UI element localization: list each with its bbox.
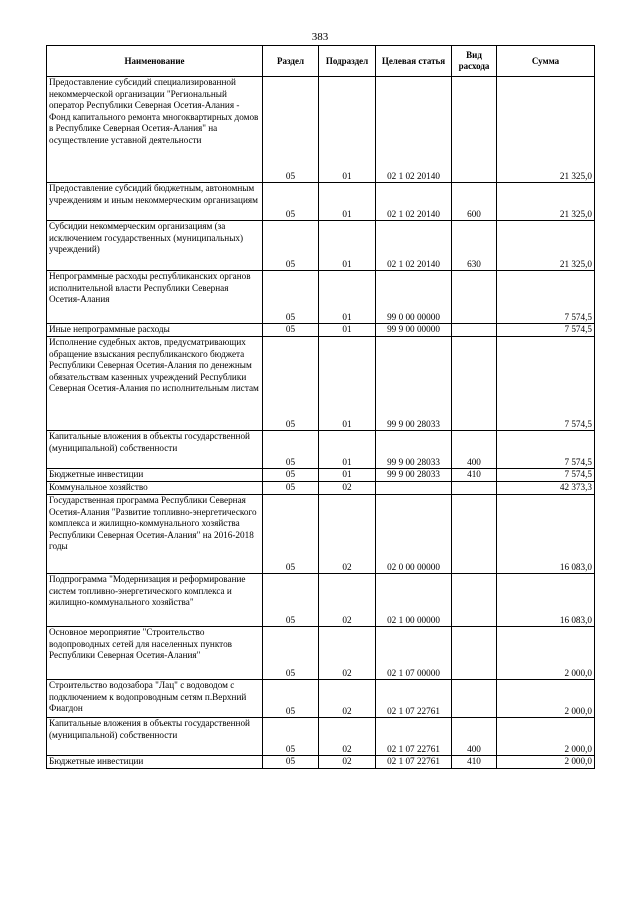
table-row — [47, 495, 595, 574]
row-subsection: 02 — [319, 627, 376, 680]
row-section: 05 — [263, 627, 319, 680]
row-expense-type — [452, 574, 497, 627]
row-subsection: 02 — [319, 495, 376, 574]
row-target: 02 1 02 20140 — [376, 77, 452, 183]
row-expense-type — [452, 271, 497, 324]
row-amount: 2 000,0 — [497, 680, 595, 718]
table-row — [47, 337, 595, 431]
row-amount: 2 000,0 — [497, 756, 595, 769]
row-amount: 7 574,5 — [497, 469, 595, 482]
row-amount: 2 000,0 — [497, 718, 595, 756]
row-section: 05 — [263, 221, 319, 271]
table-row — [47, 324, 595, 337]
row-section: 05 — [263, 495, 319, 574]
table-row — [47, 482, 595, 495]
row-expense-type — [452, 627, 497, 680]
row-target: 02 1 02 20140 — [376, 221, 452, 271]
row-subsection: 02 — [319, 482, 376, 495]
row-target — [376, 482, 452, 495]
row-section: 05 — [263, 324, 319, 337]
row-subsection: 02 — [319, 718, 376, 756]
row-expense-type: 410 — [452, 756, 497, 769]
row-subsection: 01 — [319, 337, 376, 431]
row-name: Иные непрограммные расходы — [47, 324, 263, 337]
row-section: 05 — [263, 431, 319, 469]
row-target: 99 9 00 28033 — [376, 431, 452, 469]
row-amount: 2 000,0 — [497, 627, 595, 680]
row-section: 05 — [263, 469, 319, 482]
row-target: 99 9 00 00000 — [376, 324, 452, 337]
table-row — [47, 271, 595, 324]
row-expense-type — [452, 680, 497, 718]
row-expense-type: 410 — [452, 469, 497, 482]
page-number: 383 — [311, 31, 329, 43]
row-target: 02 1 00 00000 — [376, 574, 452, 627]
row-amount: 42 373,3 — [497, 482, 595, 495]
row-expense-type — [452, 495, 497, 574]
row-expense-type: 600 — [452, 183, 497, 221]
row-subsection: 01 — [319, 183, 376, 221]
header-amount: Сумма — [497, 46, 595, 77]
row-name: Подпрограмма "Модернизация и реформирование систем топливно-энергетического комплекса и жилищно-коммунального хозяйства" — [47, 574, 263, 627]
row-name: Непрограммные расходы республиканских органов исполнительной власти Республики Северная Осетия-Алания — [47, 271, 263, 324]
table-row — [47, 756, 595, 769]
row-section: 05 — [263, 271, 319, 324]
header-section: Раздел — [263, 46, 319, 77]
row-section: 05 — [263, 183, 319, 221]
row-name: Исполнение судебных актов, предусматривающих обращение взыскания республиканского бюджета Республики Северная Осетия-Алания по денежным обязательствам казенных учреждений Республики Северная Осетия-Алания по исполнительным листам — [47, 337, 263, 431]
row-expense-type — [452, 77, 497, 183]
row-name: Капитальные вложения в объекты государственной (муниципальной) собственности — [47, 718, 263, 756]
row-subsection: 01 — [319, 469, 376, 482]
row-name: Строительство водозабора "Лац" с водоводом с подключением к водопроводным сетям п.Верхний Фиагдон — [47, 680, 263, 718]
row-section: 05 — [263, 718, 319, 756]
row-target: 02 0 00 00000 — [376, 495, 452, 574]
header-subsection: Подраздел — [319, 46, 376, 77]
row-amount: 7 574,5 — [497, 337, 595, 431]
row-expense-type: 630 — [452, 221, 497, 271]
row-name: Коммунальное хозяйство — [47, 482, 263, 495]
row-subsection: 02 — [319, 680, 376, 718]
row-amount: 21 325,0 — [497, 77, 595, 183]
table-row — [47, 183, 595, 221]
table-row — [47, 221, 595, 271]
table-row — [47, 77, 595, 183]
row-name: Предоставление субсидий бюджетным, автономным учреждениям и иным некоммерческим организациям — [47, 183, 263, 221]
row-target: 99 9 00 28033 — [376, 337, 452, 431]
row-target: 02 1 07 00000 — [376, 627, 452, 680]
table-row — [47, 469, 595, 482]
row-subsection: 01 — [319, 431, 376, 469]
row-name: Предоставление субсидий специализированной некоммерческой организации "Региональный оператор Республики Северная Осетия-Алания - Фонд капитального ремонта многоквартирных домов в Республике Северная Осетия-Алания" на осуществление уставной деятельности — [47, 77, 263, 183]
row-target: 02 1 07 22761 — [376, 680, 452, 718]
row-target: 02 1 07 22761 — [376, 718, 452, 756]
row-subsection: 01 — [319, 221, 376, 271]
row-amount: 7 574,5 — [497, 324, 595, 337]
row-target: 02 1 02 20140 — [376, 183, 452, 221]
table-row — [47, 680, 595, 718]
row-expense-type — [452, 324, 497, 337]
row-name: Бюджетные инвестиции — [47, 469, 263, 482]
table-row — [47, 627, 595, 680]
table-row — [47, 431, 595, 469]
header-name: Наименование — [47, 46, 263, 77]
row-amount: 21 325,0 — [497, 183, 595, 221]
row-target: 99 0 00 00000 — [376, 271, 452, 324]
row-section: 05 — [263, 77, 319, 183]
row-name: Капитальные вложения в объекты государственной (муниципальной) собственности — [47, 431, 263, 469]
header-target: Целевая статья — [376, 46, 452, 77]
row-amount: 16 083,0 — [497, 495, 595, 574]
row-target: 02 1 07 22761 — [376, 756, 452, 769]
row-expense-type: 400 — [452, 718, 497, 756]
row-subsection: 01 — [319, 77, 376, 183]
row-subsection: 02 — [319, 756, 376, 769]
header-expense-type: Вид расхода — [452, 46, 497, 77]
row-expense-type: 400 — [452, 431, 497, 469]
row-amount: 7 574,5 — [497, 431, 595, 469]
row-section: 05 — [263, 756, 319, 769]
row-name: Государственная программа Республики Северная Осетия-Алания "Развитие топливно-энергетического комплекса и жилищно-коммунального хозяйства Республики Северная Осетия-Алания" на 2016-2018 годы — [47, 495, 263, 574]
row-amount: 21 325,0 — [497, 221, 595, 271]
row-subsection: 01 — [319, 324, 376, 337]
row-expense-type — [452, 482, 497, 495]
row-subsection: 01 — [319, 271, 376, 324]
row-amount: 7 574,5 — [497, 271, 595, 324]
table-header-row — [47, 46, 595, 77]
row-name: Основное мероприятие "Строительство водопроводных сетей для населенных пунктов Республики Северная Осетия-Алания" — [47, 627, 263, 680]
row-target: 99 9 00 28033 — [376, 469, 452, 482]
row-expense-type — [452, 337, 497, 431]
row-section: 05 — [263, 680, 319, 718]
table-row — [47, 718, 595, 756]
row-amount: 16 083,0 — [497, 574, 595, 627]
row-name: Субсидии некоммерческим организациям (за исключением государственных (муниципальных) учреждений) — [47, 221, 263, 271]
row-name: Бюджетные инвестиции — [47, 756, 263, 769]
table-row — [47, 574, 595, 627]
row-section: 05 — [263, 482, 319, 495]
row-section: 05 — [263, 337, 319, 431]
budget-table — [46, 45, 595, 769]
row-section: 05 — [263, 574, 319, 627]
row-subsection: 02 — [319, 574, 376, 627]
